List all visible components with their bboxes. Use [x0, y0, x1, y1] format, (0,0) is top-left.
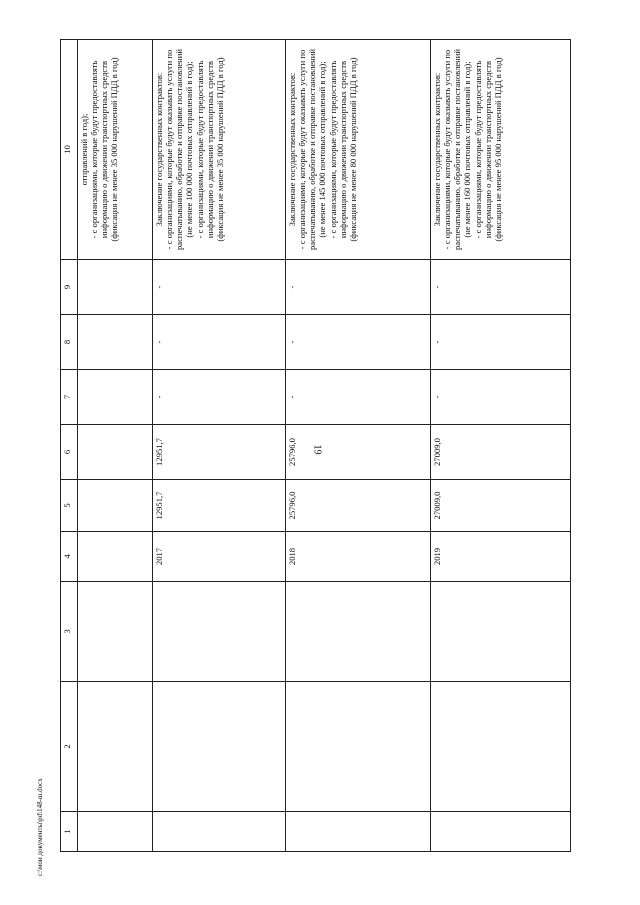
table-cell-col-3	[286, 582, 431, 682]
table-cell-col-1	[431, 812, 571, 852]
table-cell-col-2	[153, 682, 286, 812]
table-row	[431, 40, 571, 852]
table-cell-col-2	[78, 682, 153, 812]
column-header-3: 3	[61, 582, 78, 682]
table-cell-col-5: 25796,0	[286, 480, 431, 532]
table-cell-col-2	[431, 682, 571, 812]
table-cell-col-1	[78, 812, 153, 852]
table-cell-col-5: 12951,7	[153, 480, 286, 532]
table-cell-col-9: -	[431, 260, 571, 315]
table-cell-col-5: 27009,0	[431, 480, 571, 532]
table-cell-col-3	[431, 582, 571, 682]
column-header-6: 6	[61, 425, 78, 480]
table-body	[78, 40, 571, 852]
table-cell-col-3	[153, 582, 286, 682]
header-row	[61, 40, 78, 852]
table-cell-col-4	[78, 532, 153, 582]
page-number: 19	[311, 444, 323, 455]
column-header-5: 5	[61, 480, 78, 532]
table-cell-col-10: Заключение государственных контрактов: - с организациями, которые будут оказывать услуги по распечатыванию, обработке и отправке постановлений (не менее 160 000 почтовых отправлений в год); - с организациями, которые будут предоставлять информацию о движении транспортных средств (фиксация не менее 95 000 нарушений ПДД в год)	[431, 40, 571, 260]
column-header-1: 1	[61, 812, 78, 852]
table-cell-col-4: 2018	[286, 532, 431, 582]
table-cell-col-8: -	[431, 315, 571, 370]
table-cell-col-7: -	[153, 370, 286, 425]
table-cell-col-7: -	[431, 370, 571, 425]
table-cell-col-6	[78, 425, 153, 480]
table-cell-col-9	[78, 260, 153, 315]
column-header-10: 10	[61, 40, 78, 260]
table-cell-col-5	[78, 480, 153, 532]
table-cell-col-7	[78, 370, 153, 425]
table-cell-col-8	[78, 315, 153, 370]
table-cell-col-1	[153, 812, 286, 852]
table-cell-col-9: -	[286, 260, 431, 315]
table-row	[153, 40, 286, 852]
table-cell-col-8: -	[286, 315, 431, 370]
column-header-2: 2	[61, 682, 78, 812]
table-cell-col-7: -	[286, 370, 431, 425]
table-cell-col-2	[286, 682, 431, 812]
column-header-9: 9	[61, 260, 78, 315]
table-cell-col-9: -	[153, 260, 286, 315]
table-cell-col-6: 27009,0	[431, 425, 571, 480]
column-header-7: 7	[61, 370, 78, 425]
table-cell-col-10: Заключение государственных контрактов: - с организациями, которые будут оказывать услуги по распечатыванию, обработке и отправке постановлений (не менее 100 000 почтовых отправлений в год); - с организациями, которые будут предоставлять информацию о движении транспортных средств (фиксация не менее 35 000 нарушений ПДД в год)	[153, 40, 286, 260]
footer-file-path: с:\мои документы\рd\148-ш.docx	[36, 778, 44, 876]
table-row	[286, 40, 431, 852]
table-row	[78, 40, 153, 852]
table-cell-col-10: отправлений в год); - с организациями, которые будут предоставлять информацию о движении транспортных средств (фиксация не менее 35 000 нарушений ПДД в год)	[78, 40, 153, 260]
table-cell-col-10: Заключение государственных контрактов: - с организациями, которые будут оказывать услуги по распечатыванию, обработке и отправке постановлений (не менее 145 000 почтовых отправлений в год); - с организациями, которые будут предоставлять информацию о движении транспортных средств (фиксация не менее 80 000 нарушений ПДД в год)	[286, 40, 431, 260]
column-header-8: 8	[61, 315, 78, 370]
table-cell-col-6: 25796,0	[286, 425, 431, 480]
table-cell-col-4: 2017	[153, 532, 286, 582]
table-cell-col-8: -	[153, 315, 286, 370]
table-cell-col-6: 12951,7	[153, 425, 286, 480]
table-cell-col-3	[78, 582, 153, 682]
program-table	[60, 39, 571, 852]
column-header-4: 4	[61, 532, 78, 582]
rotated-table-container	[60, 40, 580, 852]
table-cell-col-4: 2019	[431, 532, 571, 582]
table-cell-col-1	[286, 812, 431, 852]
